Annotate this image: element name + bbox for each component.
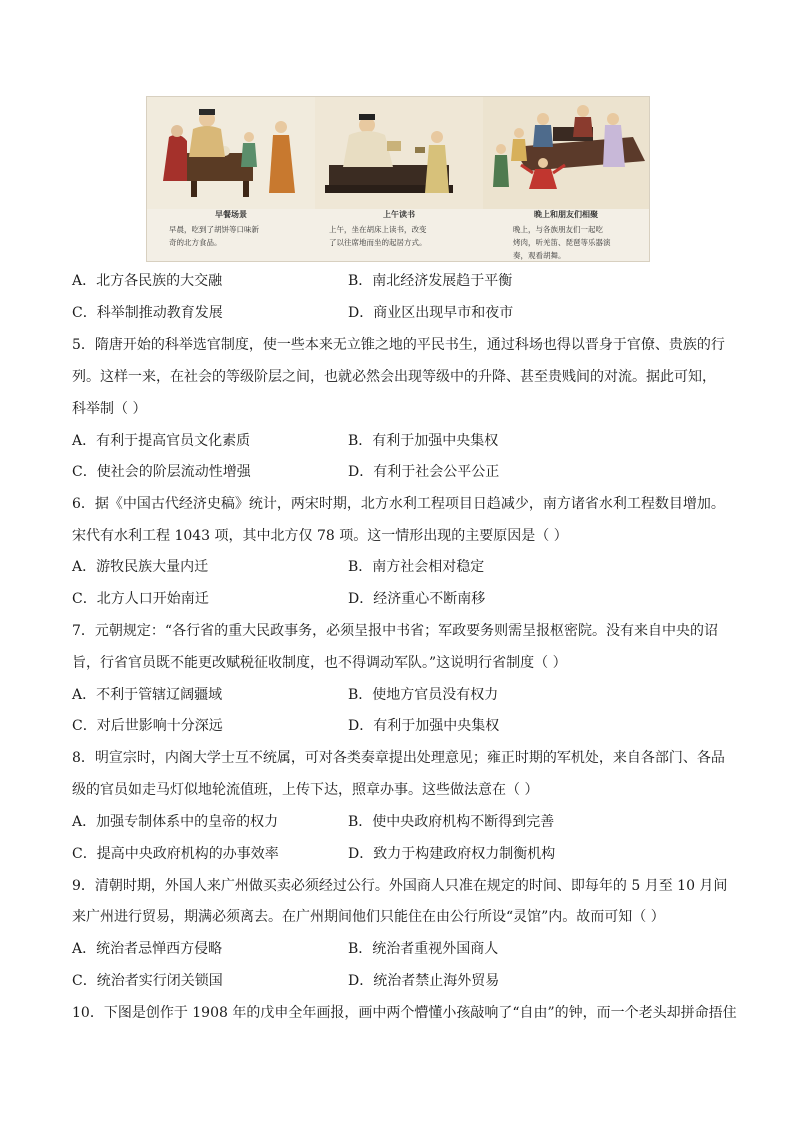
q7-option-d: D．有利于加强中央集权 [348, 718, 500, 734]
evening-scene-image [483, 97, 649, 209]
q5-option-a: A．有利于提高官员文化素质 [72, 433, 251, 449]
caption-line: 奇的北方食品。 [169, 238, 222, 247]
illustration-strip [146, 96, 650, 262]
q8-option-b: B．使中央政府机构不断得到完善 [348, 814, 555, 830]
caption-line: 早晨，吃到了胡饼等口味新 [169, 225, 259, 234]
caption-line: 烤肉，听羌笛、琵琶等乐器演 [513, 238, 611, 247]
q7-stem-line-1: 7．元朝规定：“各行省的重大民政事务，必须呈报中书省；军政要务则需呈报枢密院。没有来自中央的诏 [72, 623, 719, 639]
q5-stem-line-2: 列。这样一来，在社会的等级阶层之间，也就必然会出现等级中的升降、甚至贵贱间的对流。据此可知， [72, 369, 716, 385]
panel-evening [483, 97, 649, 261]
q8-option-d: D．致力于构建政府权力制衡机构 [348, 846, 556, 862]
q6-option-c: C．北方人口开始南迁 [72, 591, 209, 607]
q7-option-a: A．不利于管辖辽阔疆域 [72, 687, 223, 703]
panel-reading [315, 97, 483, 261]
q6-option-a: A．游牧民族大量内迁 [72, 559, 209, 575]
q8-option-c: C．提高中央政府机构的办事效率 [72, 846, 279, 862]
panel-evening-title: 晚上和朋友们相聚 [534, 209, 598, 219]
panel-reading-text [329, 223, 427, 249]
q9-stem-line-1: 9．清朝时期，外国人来广州做买卖必须经过公行。外国商人只准在规定的时间、即每年的 5 月至 10 月间 [72, 878, 728, 894]
q6-stem-line-2: 宋代有水利工程 1043 项，其中北方仅 78 项。这一情形出现的主要原因是（ ） [72, 528, 568, 544]
q5-option-b: B．有利于加强中央集权 [348, 433, 499, 449]
breakfast-scene-image [147, 97, 315, 209]
panel-reading-title: 上午读书 [383, 209, 415, 219]
q8-stem-line-2: 级的官员如走马灯似地轮流值班，上传下达，照章办事。这些做法意在（ ） [72, 782, 539, 798]
q5-option-c: C．使社会的阶层流动性增强 [72, 464, 251, 480]
q5-stem-line-3: 科举制（ ） [72, 401, 147, 417]
panel-evening-text [513, 223, 611, 262]
q4-option-d: D．商业区出现早市和夜市 [348, 305, 514, 321]
q7-stem-line-2: 旨，行省官员既不能更改赋税征收制度，也不得调动军队。”这说明行省制度（ ） [72, 655, 567, 671]
q8-stem-line-1: 8．明宣宗时，内阁大学士互不统属，可对各类奏章提出处理意见；雍正时期的军机处，来自各部门、各品 [72, 750, 725, 766]
panel-breakfast-title: 早餐场景 [215, 209, 247, 219]
caption-line: 晚上，与各族朋友们一起吃 [513, 225, 603, 234]
caption-line: 奏，观看胡舞。 [513, 251, 566, 260]
q9-option-d: D．统治者禁止海外贸易 [348, 973, 500, 989]
panel-breakfast-text [169, 223, 259, 249]
q4-option-c: C．科举制推动教育发展 [72, 305, 223, 321]
caption-line: 上午，坐在胡床上读书，改变 [329, 225, 427, 234]
q8-option-a: A．加强专制体系中的皇帝的权力 [72, 814, 279, 830]
q7-option-b: B．使地方官员没有权力 [348, 687, 499, 703]
panel-breakfast [147, 97, 315, 261]
q9-option-b: B．统治者重视外国商人 [348, 941, 499, 957]
q7-option-c: C．对后世影响十分深远 [72, 718, 223, 734]
q9-option-a: A．统治者忌惮西方侵略 [72, 941, 223, 957]
q9-stem-line-2: 来广州进行贸易，期满必须离去。在广州期间他们只能住在由公行所设“灵馆”内。故而可知（ ） [72, 909, 665, 925]
q6-option-d: D．经济重心不断南移 [348, 591, 486, 607]
q5-stem-line-1: 5．隋唐开始的科举选官制度，使一些本来无立锥之地的平民书生，通过科场也得以晋身于官僚、贵族的行 [72, 337, 725, 353]
q6-option-b: B．南方社会相对稳定 [348, 559, 485, 575]
q4-option-b: B．南北经济发展趋于平衡 [348, 273, 513, 289]
reading-scene-image [315, 97, 483, 209]
q10-stem-line-1: 10．下图是创作于 1908 年的戊申全年画报，画中两个懵懂小孩敲响了“自由”的钟，而一个老头却拼命捂住 [72, 1005, 737, 1021]
q6-stem-line-1: 6．据《中国古代经济史稿》统计，两宋时期，北方水利工程项目日趋减少，南方诸省水利工程数目增加。 [72, 496, 725, 512]
q5-option-d: D．有利于社会公平公正 [348, 464, 500, 480]
caption-line: 了以往席地而坐的起居方式。 [329, 238, 427, 247]
q9-option-c: C．统治者实行闭关锁国 [72, 973, 223, 989]
q4-option-a: A．北方各民族的大交融 [72, 273, 223, 289]
